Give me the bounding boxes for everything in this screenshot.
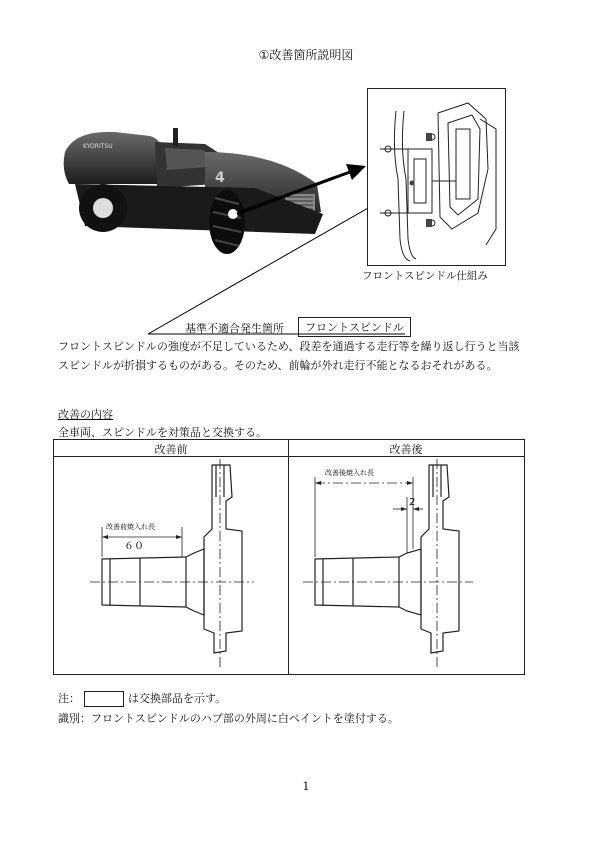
page-number: 1 (302, 780, 310, 793)
defect-description: フロントスピンドルの強度が不足しているため、段差を通過する走行等を繰り返し行うと当該スピンドルが折損するものがある。そのため、前輪が外れ走行不能となるおそれがある。 (58, 340, 520, 372)
spindle-after-drawing (289, 457, 523, 673)
spindle-mechanism-drawing (368, 89, 505, 265)
identification-text: 識別：フロントスピンドルのハブ部の外周に白ペイントを塗付する。 (58, 712, 399, 725)
spindle-before-drawing (54, 457, 288, 673)
comparison-table (53, 439, 525, 675)
improvement-body: 全車両、スピンドルを対策品と交換する。 (58, 426, 267, 439)
before-header: 改善前 (154, 443, 188, 456)
improvement-title: 改善の内容 (58, 408, 113, 421)
nonconformance-value: フロントスピンドル (298, 317, 411, 337)
svg-text:KYORITSU: KYORITSU (83, 143, 113, 150)
diagram-caption: フロントスピンドル仕組み (362, 270, 488, 282)
note-prefix: 注： (58, 692, 80, 705)
note-suffix: は交換部品を示す。 (128, 692, 227, 705)
after-dim-value: 2 (409, 497, 416, 508)
before-dim-label: 改善前焼入れ長 (106, 523, 155, 531)
before-dim-value: ６０ (124, 541, 144, 552)
spindle-mechanism-diagram (367, 88, 506, 266)
after-dim-label: 改善後焼入れ長 (325, 469, 374, 477)
note-line (58, 690, 226, 707)
replacement-part-legend-box (84, 691, 124, 707)
page-title: ①改善箇所説明図 (258, 48, 354, 62)
after-header: 改善後 (389, 443, 423, 456)
nonconformance-label: 基準不適合発生箇所 (185, 322, 284, 335)
svg-text:4: 4 (215, 170, 225, 186)
